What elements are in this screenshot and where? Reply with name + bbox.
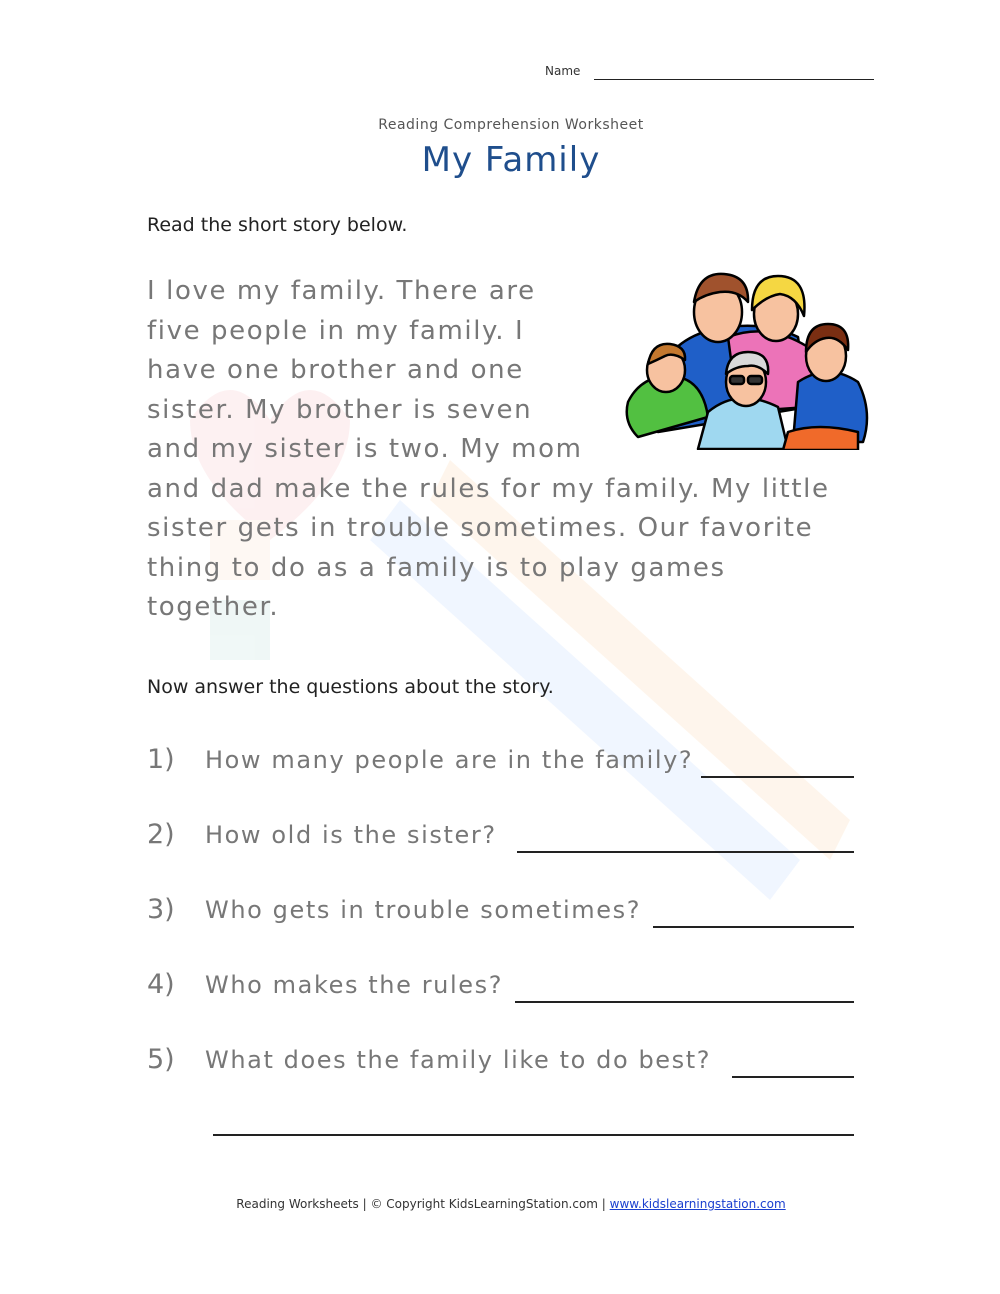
story-line: and dad make the rules for my family. My little [147, 473, 830, 504]
answer-line[interactable] [732, 1076, 854, 1078]
footer-link[interactable]: www.kidslearningstation.com [609, 1197, 786, 1211]
question-text: What does the family like to do best? [205, 1046, 712, 1074]
question-text: Who makes the rules? [205, 971, 504, 999]
question-text: Who gets in trouble sometimes? [205, 896, 642, 924]
question-number: 5) [147, 1044, 175, 1075]
question-item [147, 819, 857, 859]
answer-line[interactable] [653, 926, 854, 928]
worksheet-subtitle: Reading Comprehension Worksheet [378, 117, 644, 133]
story-line: and my sister is two. My mom [147, 434, 583, 464]
page-title: My Family [421, 140, 601, 180]
question-item [147, 1044, 857, 1084]
answer-line-extra[interactable] [213, 1134, 854, 1136]
question-number: 2) [147, 819, 175, 850]
story-line: have one brother and one [147, 355, 524, 385]
answer-line[interactable] [515, 1001, 854, 1003]
read-instruction: Read the short story below. [147, 214, 408, 236]
story-line: together. [147, 592, 280, 622]
answer-line[interactable] [517, 851, 854, 853]
story-line: sister gets in trouble sometimes. Our favorite [147, 513, 814, 543]
story-line: five people in my family. I [147, 315, 525, 346]
family-illustration [618, 262, 874, 450]
question-item [147, 969, 857, 1009]
footer-text: Reading Worksheets | © Copyright KidsLearningStation.com | [236, 1197, 610, 1211]
question-number: 4) [147, 969, 175, 1000]
question-item [147, 744, 857, 784]
question-text: How many people are in the family? [205, 746, 694, 774]
question-item [147, 894, 857, 934]
story-line: thing to do as a family is to play games [147, 552, 726, 583]
story-line: sister. My brother is seven [147, 394, 533, 425]
question-text: How old is the sister? [205, 821, 497, 849]
footer [0, 1197, 1000, 1211]
answer-instruction: Now answer the questions about the story. [147, 676, 554, 698]
question-number: 3) [147, 894, 175, 925]
name-answer-line[interactable] [594, 79, 874, 80]
question-number: 1) [147, 744, 175, 775]
story-line: I love my family. There are [147, 276, 536, 306]
name-label: Name [545, 64, 581, 78]
answer-line[interactable] [701, 776, 854, 778]
